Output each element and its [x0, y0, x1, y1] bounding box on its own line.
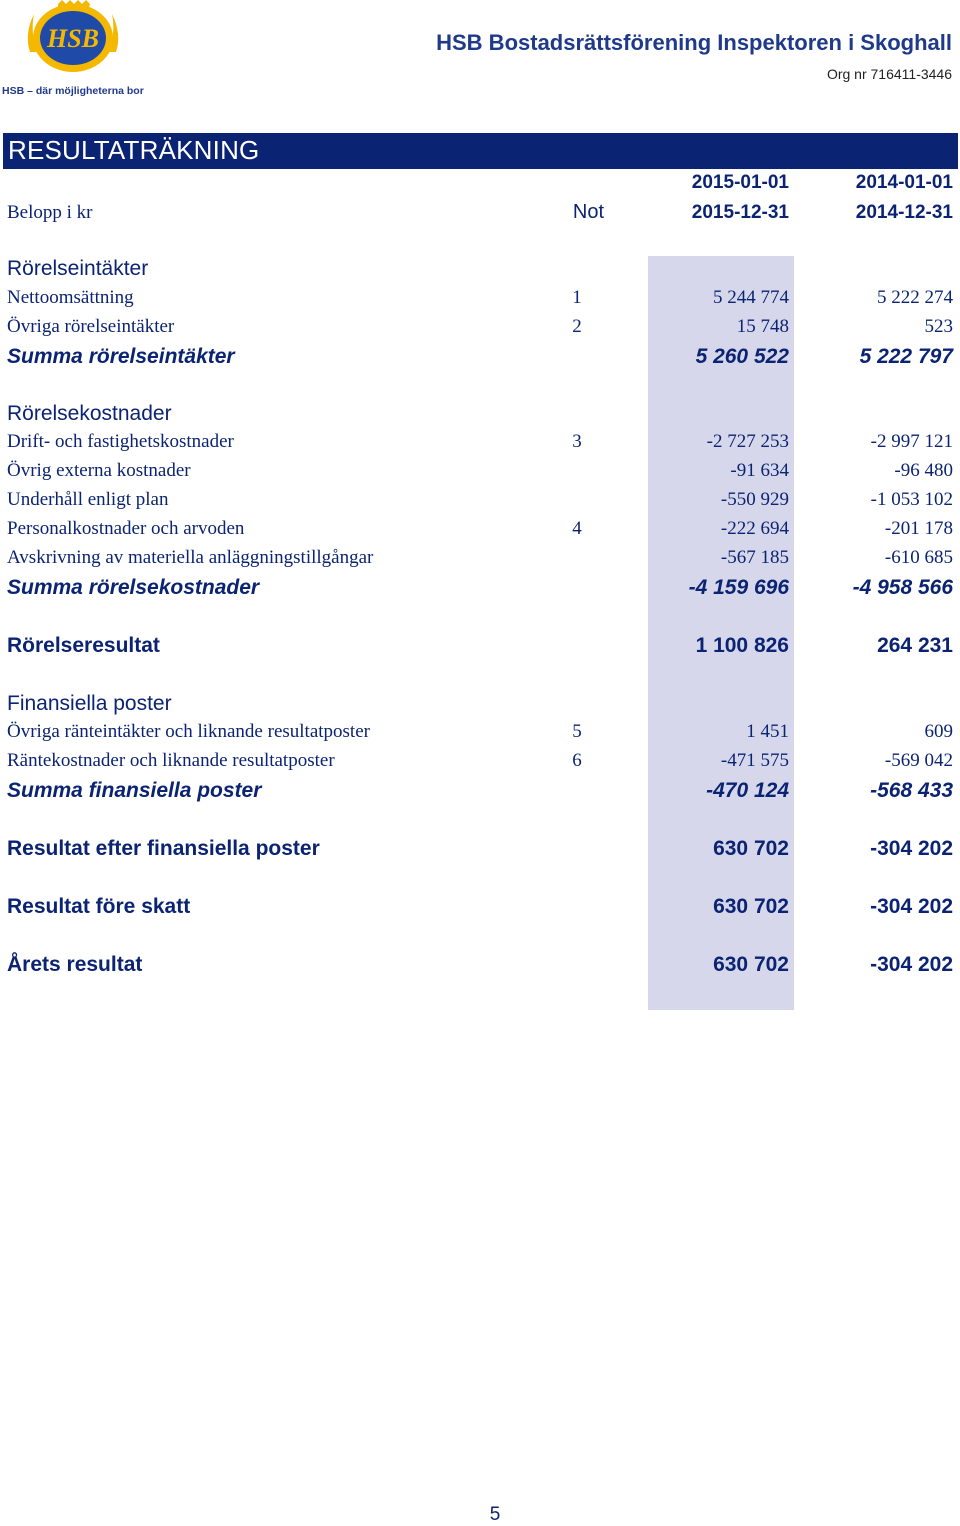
- table-row: [0, 634, 960, 662]
- table-row: [0, 460, 960, 488]
- row-label: Underhåll enligt plan: [7, 489, 169, 510]
- row-value-2015: 1 100 826: [695, 634, 789, 657]
- page-title: RESULTATRÄKNING: [8, 135, 260, 165]
- row-value-2015: 630 702: [713, 837, 789, 860]
- table-row: [0, 547, 960, 575]
- row-note: 6: [572, 750, 582, 771]
- period2-start-header: 2014-01-01: [855, 172, 953, 193]
- table-row: [0, 837, 960, 865]
- table-row: [0, 779, 960, 807]
- row-value-2015: 630 702: [713, 895, 789, 918]
- row-value-2014: -304 202: [870, 895, 953, 918]
- row-value-2015: 5 260 522: [695, 345, 789, 368]
- row-value-2015: 630 702: [713, 953, 789, 976]
- table-row: [0, 402, 960, 430]
- row-value-2014: -201 178: [884, 518, 953, 539]
- row-value-2014: 609: [924, 721, 953, 742]
- row-value-2014: 264 231: [877, 634, 953, 657]
- row-label: Summa finansiella poster: [7, 779, 262, 802]
- row-label: Rörelsekostnader: [7, 402, 172, 425]
- period1-end-header: 2015-12-31: [691, 202, 789, 223]
- note-header: Not: [572, 201, 604, 223]
- row-value-2014: -96 480: [894, 460, 953, 481]
- row-value-2014: -1 053 102: [870, 489, 953, 510]
- row-value-2015: -2 727 253: [706, 431, 789, 452]
- row-value-2014: -568 433: [870, 779, 953, 802]
- row-value-2014: -4 958 566: [852, 576, 953, 599]
- row-label: Personalkostnader och arvoden: [7, 518, 245, 539]
- row-label: Övriga ränteintäkter och liknande resultatposter: [7, 721, 370, 742]
- row-note: 4: [572, 518, 582, 539]
- row-value-2015: 15 748: [736, 316, 789, 337]
- row-label: Rörelseresultat: [7, 634, 160, 657]
- period1-start-header: 2015-01-01: [691, 172, 789, 193]
- table-row: [0, 257, 960, 285]
- logo-text: HSB: [46, 24, 100, 53]
- row-label: Avskrivning av materiella anläggningstillgångar: [7, 547, 374, 568]
- table-row: [0, 576, 960, 604]
- row-value-2015: -567 185: [720, 547, 789, 568]
- row-value-2014: 5 222 797: [859, 345, 953, 368]
- row-label: Nettoomsättning: [7, 287, 134, 308]
- row-label: Övrig externa kostnader: [7, 460, 191, 481]
- org-number-value: 716411-3446: [870, 66, 952, 82]
- row-note: 1: [572, 287, 582, 308]
- row-value-2015: 5 244 774: [713, 287, 789, 308]
- table-row: [0, 489, 960, 517]
- organization-name: HSB Bostadsrättsförening Inspektoren i Skoghall: [436, 30, 952, 55]
- period2-end-header: 2014-12-31: [855, 202, 953, 223]
- table-row: [0, 692, 960, 720]
- table-row: [0, 721, 960, 749]
- row-label: Finansiella poster: [7, 692, 172, 715]
- row-value-2015: -4 159 696: [688, 576, 789, 599]
- row-label: Summa rörelseintäkter: [7, 345, 235, 368]
- row-label: Drift- och fastighetskostnader: [7, 431, 234, 452]
- table-row: [0, 345, 960, 373]
- table-row: [0, 287, 960, 315]
- org-number: [827, 66, 952, 82]
- page-number: 5: [489, 1504, 501, 1525]
- table-row: [0, 895, 960, 923]
- table-row: [0, 750, 960, 778]
- row-label: Räntekostnader och liknande resultatposter: [7, 750, 335, 771]
- row-value-2015: -222 694: [720, 518, 789, 539]
- row-label: Summa rörelsekostnader: [7, 576, 260, 599]
- amount-unit-header: Belopp i kr: [7, 202, 93, 223]
- row-note: 2: [572, 316, 582, 337]
- row-note: 3: [572, 431, 582, 452]
- row-label: Övriga rörelseintäkter: [7, 316, 175, 337]
- row-value-2014: -304 202: [870, 837, 953, 860]
- row-label: Årets resultat: [7, 953, 143, 976]
- row-value-2015: -470 124: [706, 779, 789, 802]
- org-number-label: Org nr: [826, 66, 867, 82]
- row-value-2015: -550 929: [720, 489, 789, 510]
- row-value-2014: 523: [924, 316, 953, 337]
- row-label: Resultat före skatt: [7, 895, 191, 918]
- row-value-2014: -610 685: [884, 547, 953, 568]
- table-row: [0, 518, 960, 546]
- row-value-2014: -2 997 121: [870, 431, 953, 452]
- table-row: [0, 953, 960, 981]
- table-row: [0, 431, 960, 459]
- row-value-2015: -471 575: [720, 750, 789, 771]
- row-value-2015: -91 634: [730, 460, 789, 481]
- row-value-2014: -569 042: [884, 750, 953, 771]
- hsb-logo: [0, 0, 160, 100]
- row-value-2015: 1 451: [746, 721, 789, 742]
- logo-tagline: HSB – där möjligheterna bor: [2, 85, 144, 97]
- row-value-2014: 5 222 274: [877, 287, 953, 308]
- row-label: Rörelseintäkter: [7, 257, 149, 280]
- table-row: [0, 316, 960, 344]
- row-value-2014: -304 202: [870, 953, 953, 976]
- row-label: Resultat efter finansiella poster: [7, 837, 320, 860]
- row-note: 5: [572, 721, 582, 742]
